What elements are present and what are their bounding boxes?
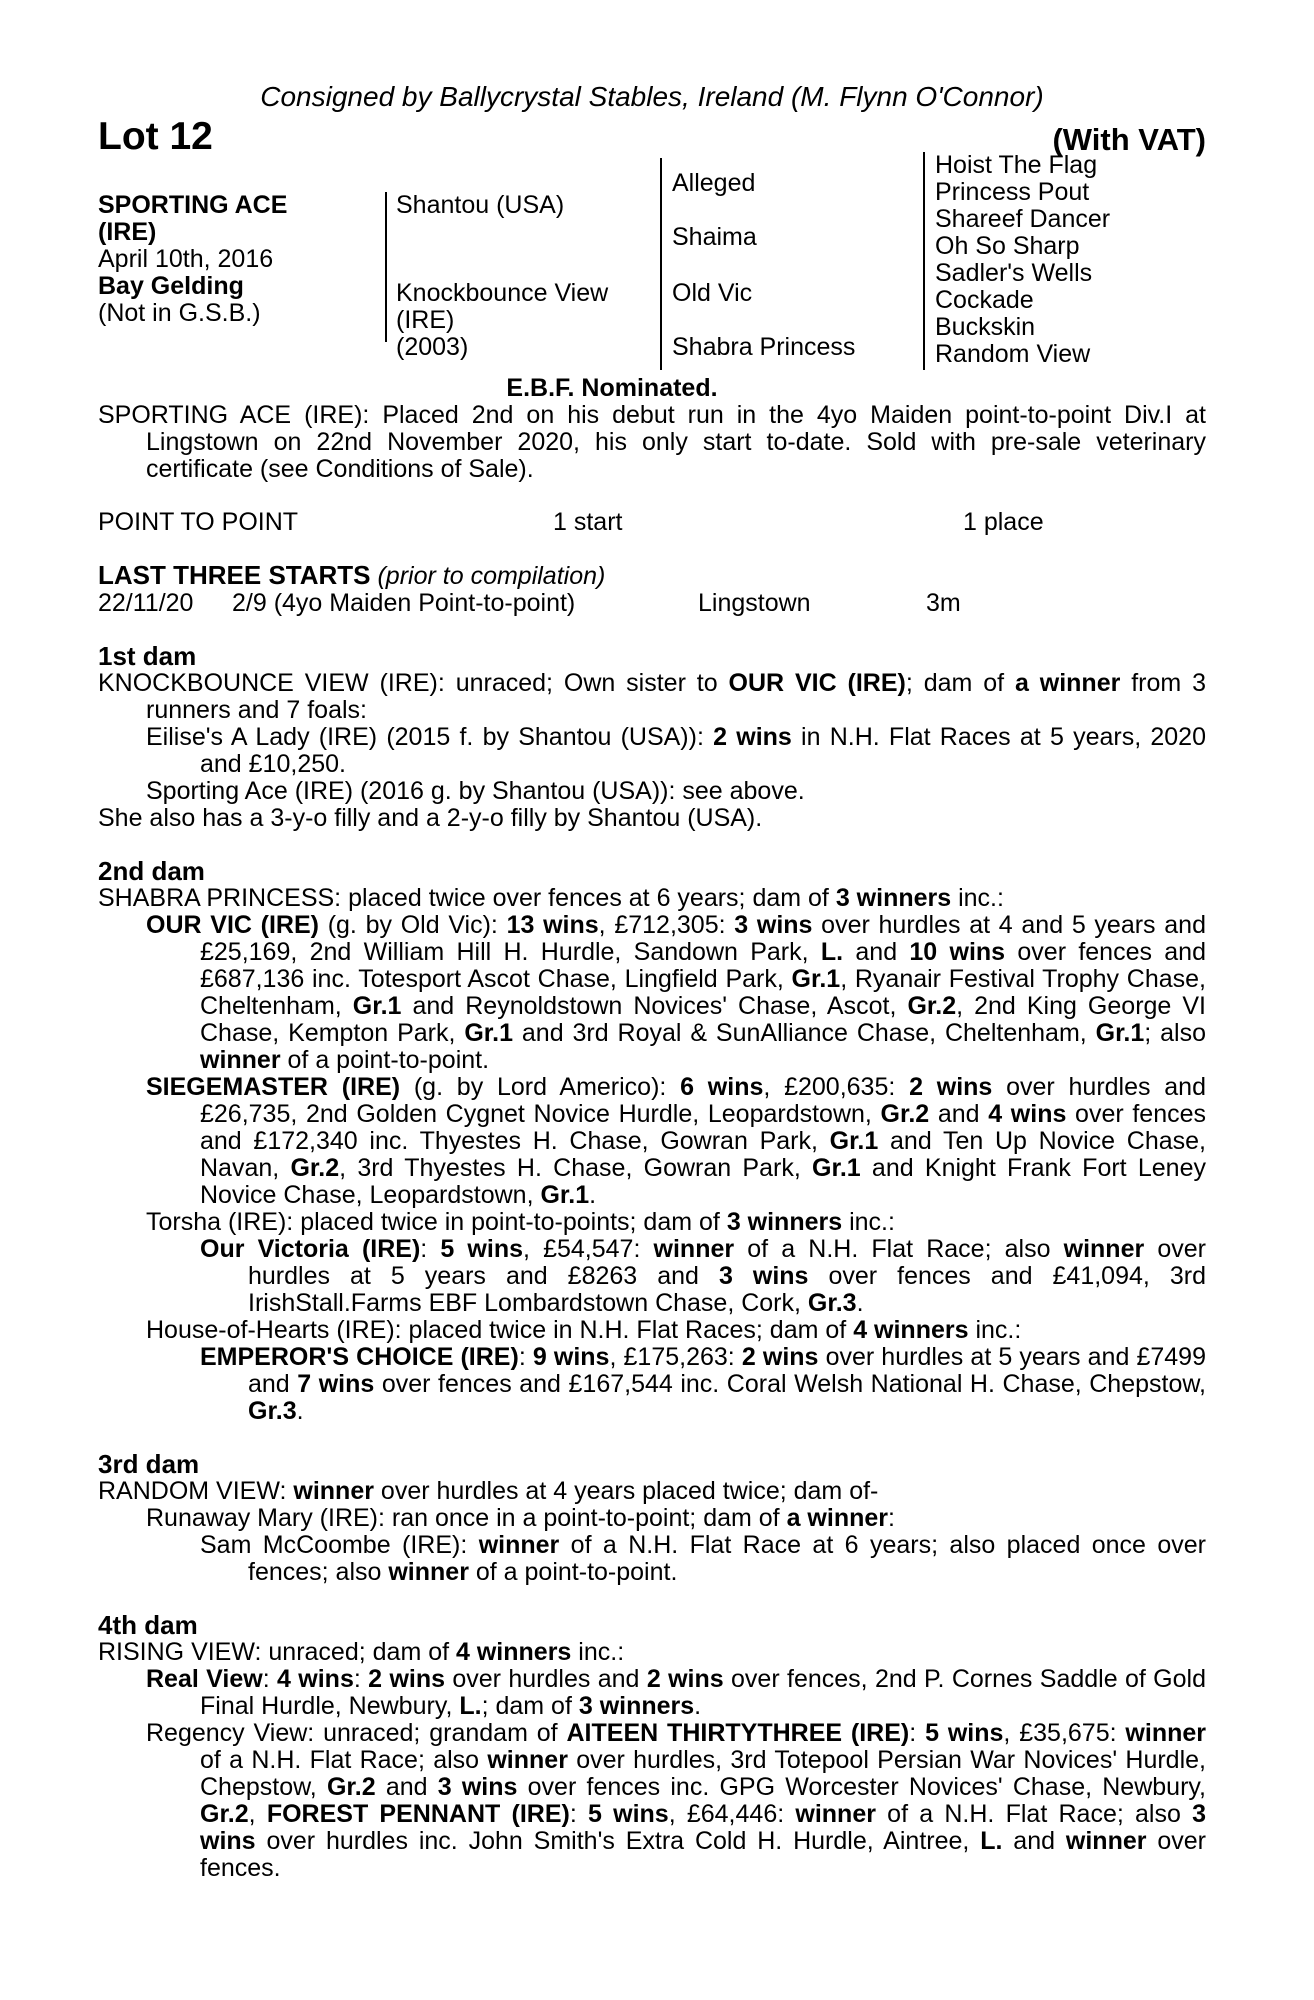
start-distance: 3m	[926, 589, 961, 617]
fourth-dam-heading: 4th dam	[98, 1610, 198, 1640]
record-starts: 1 start	[553, 508, 623, 536]
pedigree-gen3-2: Shareef Dancer	[935, 205, 1111, 233]
last-three-note: (prior to compilation)	[377, 562, 606, 590]
start-result: 2/9 (4yo Maiden Point-to-point)	[232, 589, 576, 617]
produce-entry: Eilise's A Lady (IRE) (2015 f. by Shantou (USA)): 2 wins in N.H. Flat Races at 5 years, 2020 and £10,250.	[146, 723, 1206, 778]
torsha-entry: Torsha (IRE): placed twice in point-to-points; dam of 3 winners inc.:	[146, 1208, 895, 1236]
house-of-hearts-entry: House-of-Hearts (IRE): placed twice in N.H. Flat Races; dam of 4 winners inc.:	[146, 1316, 1022, 1344]
horse-suffix: (IRE)	[98, 218, 157, 246]
runaway-mary-entry: Runaway Mary (IRE): ran once in a point-to-point; dam of a winner:	[146, 1504, 895, 1532]
pedigree-gen2-0: Alleged	[672, 169, 756, 197]
second-dam-heading: 2nd dam	[98, 856, 205, 886]
fourth-dam-section	[98, 1612, 1206, 1882]
our-vic-entry: OUR VIC (IRE) (g. by Old Vic): 13 wins, £712,305: 3 wins over hurdles at 4 and 5 years and £25,169, 2nd William Hill H. Hurdle, Sandown Park, L. and 10 wins over fences and £687,136 inc. Totesport Ascot Chase, Lingfield Park, Gr.1, Ryanair Festival Trophy Chase, Cheltenham, Gr.1 and Reynoldstown Novices' Chase, Ascot, Gr.2, 2nd King George VI Chase, Kempton Park, Gr.1 and 3rd Royal & SunAlliance Chase, Cheltenham, Gr.1; also winner of a point-to-point.	[146, 911, 1206, 1074]
third-dam-intro: RANDOM VIEW: winner over hurdles at 4 years placed twice; dam of-	[98, 1477, 879, 1505]
first-dam-note: She also has a 3-y-o filly and a 2-y-o filly by Shantou (USA).	[98, 804, 763, 832]
pedigree-bracket-2	[660, 158, 662, 370]
vat-status: (With VAT)	[1052, 122, 1206, 157]
third-dam-section	[98, 1451, 1206, 1586]
summary-text: SPORTING ACE (IRE): Placed 2nd on his debut run in the 4yo Maiden point-to-point Div.I at Lingstown on 22nd November 2020, his only start to-date. Sold with pre-sale veterinary certificate (see Conditions of Sale).	[98, 401, 1206, 483]
foaling-date: April 10th, 2016	[98, 245, 274, 273]
siegemaster-entry: SIEGEMASTER (IRE) (g. by Lord Americo): 6 wins, £200,635: 2 wins over hurdles and £26,735, 2nd Golden Cygnet Novice Hurdle, Leopardstown, Gr.2 and 4 wins over fences and £172,340 inc. Thyestes H. Chase, Gowran Park, Gr.1 and Ten Up Novice Chase, Navan, Gr.2, 3rd Thyestes H. Chase, Gowran Park, Gr.1 and Knight Frank Fort Leney Novice Chase, Leopardstown, Gr.1.	[146, 1073, 1206, 1209]
pedigree-gen3-6: Buckskin	[935, 313, 1036, 341]
emperors-choice-entry: EMPEROR'S CHOICE (IRE): 9 wins, £175,263: 2 wins over hurdles at 5 years and £7499 and 7 wins over fences and £167,544 inc. Coral Welsh National H. Chase, Chepstow, Gr.3.	[200, 1343, 1206, 1425]
last-three-heading: LAST THREE STARTS	[98, 560, 371, 590]
first-dam-section	[98, 643, 1206, 832]
second-dam-section	[98, 858, 1206, 1425]
record-label: POINT TO POINT	[98, 508, 299, 536]
pedigree-gen3-3: Oh So Sharp	[935, 232, 1080, 260]
record-places: 1 place	[963, 508, 1044, 536]
ebf-nomination: E.B.F. Nominated.	[506, 374, 718, 402]
pedigree-gen3-7: Random View	[935, 340, 1091, 368]
pedigree-gen3-4: Sadler's Wells	[935, 259, 1093, 287]
pedigree-table	[98, 151, 1206, 373]
lot-number: Lot 12	[98, 115, 213, 158]
pedigree-bracket-3	[923, 152, 925, 370]
first-dam-heading: 1st dam	[98, 641, 197, 671]
pedigree-bracket-1	[385, 192, 387, 342]
start-row	[98, 590, 1206, 617]
start-date: 22/11/20	[98, 589, 194, 617]
our-victoria-entry: Our Victoria (IRE): 5 wins, £54,547: winner of a N.H. Flat Race; also winner over hurdles at 5 years and £8263 and 3 wins over fences and £41,094, 3rd IrishStall.Farms EBF Lombardstown Chase, Cork, Gr.3.	[200, 1235, 1206, 1317]
pedigree-gen3-1: Princess Pout	[935, 178, 1090, 206]
catalogue-page	[98, 80, 1206, 1882]
dam-name: Knockbounce View	[396, 279, 609, 307]
gsb-status: (Not in G.S.B.)	[98, 299, 261, 327]
horse-info	[98, 192, 287, 327]
pedigree-gen3-5: Cockade	[935, 286, 1034, 314]
pedigree-dam	[396, 280, 608, 361]
horse-sex: Bay Gelding	[98, 272, 244, 300]
real-view-entry: Real View: 4 wins: 2 wins over hurdles and 2 wins over fences, 2nd P. Cornes Saddle of Gold Final Hurdle, Newbury, L.; dam of 3 winners.	[146, 1665, 1206, 1720]
pedigree-gen3	[935, 152, 1110, 368]
first-dam-text: KNOCKBOUNCE VIEW (IRE): unraced; Own sister to OUR VIC (IRE); dam of a winner from 3 runners and 7 foals:	[98, 669, 1207, 724]
regency-view-entry: Regency View: unraced; grandam of AITEEN THIRTYTHREE (IRE): 5 wins, £35,675: winner of a N.H. Flat Race; also winner over hurdles, 3rd Totepool Persian War Novices' Hurdle, Chepstow, Gr.2 and 3 wins over fences inc. GPG Worcester Novices' Chase, Newbury, Gr.2, FOREST PENNANT (IRE): 5 wins, £64,446: winner of a N.H. Flat Race; also 3 wins over hurdles inc. John Smith's Extra Cold H. Hurdle, Aintree, L. and winner over fences.	[146, 1719, 1206, 1882]
consignor-line: Consigned by Ballycrystal Stables, Ireland (M. Flynn O'Connor)	[260, 81, 1044, 112]
fourth-dam-intro: RISING VIEW: unraced; dam of 4 winners inc.:	[98, 1638, 625, 1666]
dam-year: (2003)	[396, 333, 469, 361]
dam-suffix: (IRE)	[396, 306, 455, 334]
pedigree-gen2-3: Shabra Princess	[672, 333, 856, 361]
last-three-starts	[98, 562, 1206, 617]
second-dam-intro: SHABRA PRINCESS: placed twice over fences at 6 years; dam of 3 winners inc.:	[98, 884, 1004, 912]
horse-name: SPORTING ACE	[98, 191, 288, 219]
pedigree-gen3-0: Hoist The Flag	[935, 151, 1098, 179]
produce-entry: Sporting Ace (IRE) (2016 g. by Shantou (USA)): see above.	[146, 777, 805, 805]
race-record	[98, 509, 1206, 536]
sam-mccoombe-entry: Sam McCoombe (IRE): winner of a N.H. Flat Race at 6 years; also placed once over fences; also winner of a point-to-point.	[200, 1531, 1206, 1586]
pedigree-gen2-1: Shaima	[672, 223, 757, 251]
pedigree-gen2-2: Old Vic	[672, 279, 753, 307]
third-dam-heading: 3rd dam	[98, 1449, 200, 1479]
pedigree-sire: Shantou (USA)	[396, 191, 565, 219]
start-course: Lingstown	[698, 589, 811, 617]
